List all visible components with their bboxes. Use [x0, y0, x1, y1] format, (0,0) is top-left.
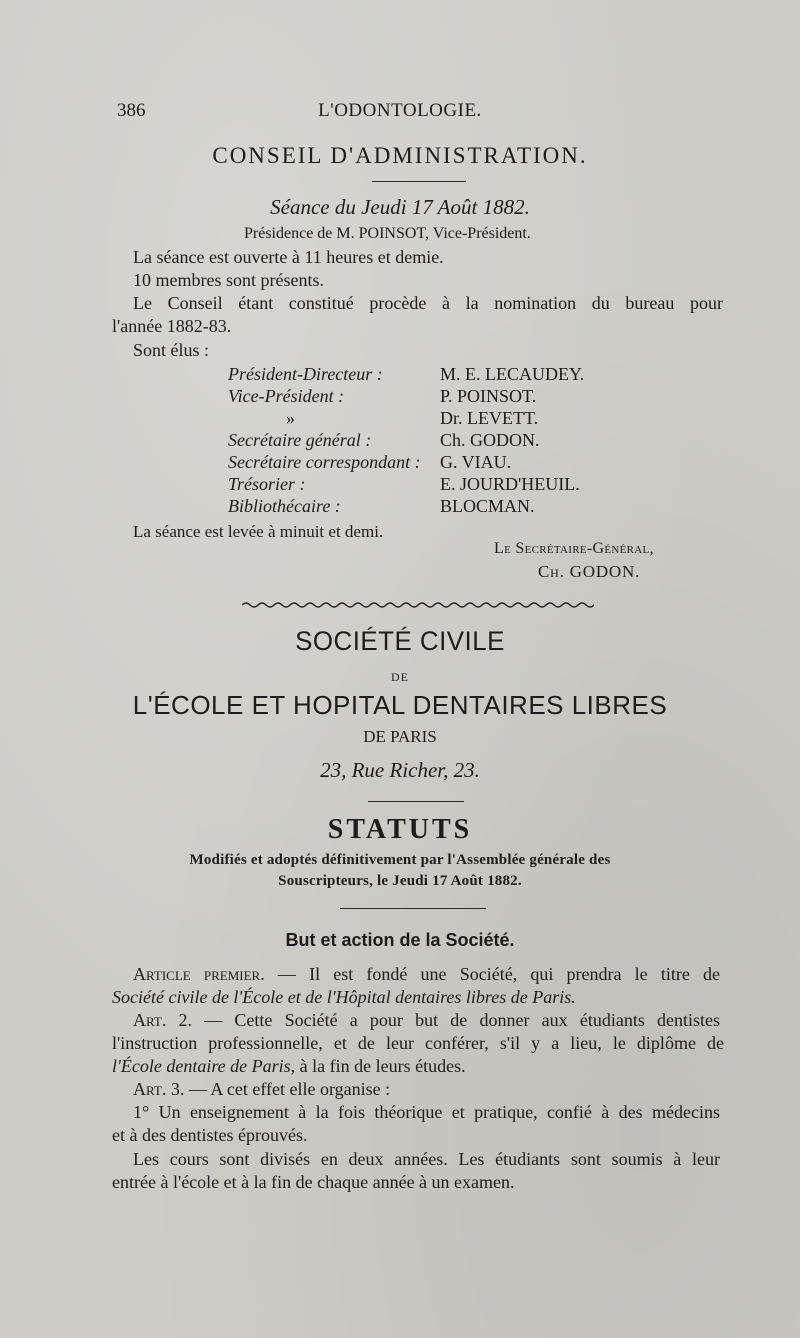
- article-line: [133, 1010, 720, 1031]
- article-line: [133, 1079, 390, 1100]
- bureau-role: Trésorier :: [228, 474, 306, 494]
- seance-line: La séance est ouverte à 11 heures et demie.: [133, 247, 444, 267]
- article-line: et à des dentistes éprouvés.: [112, 1125, 308, 1145]
- bureau-role: »: [286, 408, 295, 428]
- article-label: Art. 2.: [133, 1010, 193, 1030]
- bureau-member: P. POINSOT.: [440, 386, 537, 406]
- page-number: 386: [117, 100, 146, 121]
- bureau-role: Président-Directeur :: [228, 364, 383, 384]
- divider: [368, 801, 464, 802]
- bureau-role: Bibliothécaire :: [228, 496, 341, 516]
- divider: [340, 908, 486, 909]
- conseil-title: CONSEIL D'ADMINISTRATION.: [212, 143, 588, 168]
- societe-name: L'ÉCOLE ET HOPITAL DENTAIRES LIBRES: [132, 690, 668, 720]
- wavy-divider: [242, 600, 594, 610]
- statuts-title: STATUTS: [327, 814, 473, 845]
- article-line: Les cours sont divisés en deux années. Les étudiants sont soumis à leur: [133, 1149, 720, 1169]
- divider: [372, 181, 466, 182]
- article-label: Art. 3.: [133, 1079, 185, 1099]
- statuts-subtitle: Souscripteurs, le Jeudi 17 Août 1882.: [278, 873, 522, 889]
- bureau-member: E. JOURD'HEUIL.: [440, 474, 580, 494]
- article-line: l'instruction professionnelle, et de leur conférer, s'il y a lieu, le diplôme de: [112, 1033, 724, 1053]
- article-text: — Cette Société a pour but de donner aux étudiants dentistes: [192, 1010, 720, 1030]
- article-line: Société civile de l'École et de l'Hôpital dentaires libres de Paris.: [112, 987, 576, 1007]
- article-text: , à la fin de leurs études.: [290, 1056, 466, 1076]
- seance-heading: Séance du Jeudi 17 Août 1882.: [270, 195, 530, 219]
- bureau-member: BLOCMAN.: [440, 496, 535, 516]
- societe-title: SOCIÉTÉ CIVILE: [295, 626, 505, 656]
- bureau-role: Vice-Président :: [228, 386, 345, 406]
- article-line: entrée à l'école et à la fin de chaque année à un examen.: [112, 1172, 515, 1192]
- closing-line: La séance est levée à minuit et demi.: [133, 522, 384, 541]
- presidence-line: Présidence de M. POINSOT, Vice-Président.: [244, 225, 531, 242]
- societe-city: DE PARIS: [363, 727, 437, 746]
- article-line: [133, 964, 720, 985]
- signature-title: Le Secrétaire-Général,: [494, 540, 654, 557]
- societe-de: DE: [391, 670, 409, 684]
- bureau-member: M. E. LECAUDEY.: [440, 364, 585, 384]
- section-title: But et action de la Société.: [285, 930, 515, 950]
- signature-name: Ch. GODON.: [538, 562, 641, 581]
- bureau-member: G. VIAU.: [440, 452, 512, 472]
- seance-line: 10 membres sont présents.: [133, 270, 324, 290]
- seance-line: l'année 1882-83.: [112, 316, 232, 336]
- article-line: [112, 1056, 466, 1077]
- article-label: Article premier.: [133, 964, 265, 984]
- statuts-subtitle: Modifiés et adoptés définitivement par l'Assemblée générale des: [189, 852, 611, 868]
- article-text: l'École dentaire de Paris: [112, 1056, 291, 1076]
- bureau-role: Secrétaire général :: [228, 430, 372, 450]
- seance-line: Sont élus :: [133, 340, 210, 360]
- societe-address: 23, Rue Richer, 23.: [320, 758, 480, 782]
- bureau-member: Dr. LEVETT.: [440, 408, 539, 428]
- running-title: L'ODONTOLOGIE.: [318, 100, 482, 121]
- bureau-member: Ch. GODON.: [440, 430, 540, 450]
- article-line: 1° Un enseignement à la fois théorique et pratique, confié à des médecins: [133, 1102, 720, 1122]
- bureau-role: Secrétaire correspondant :: [228, 452, 421, 472]
- article-text: — A cet effet elle organise :: [184, 1079, 391, 1099]
- article-text: — Il est fondé une Société, qui prendra le titre de: [264, 964, 720, 984]
- seance-line: Le Conseil étant constitué procède à la nomination du bureau pour: [133, 293, 723, 313]
